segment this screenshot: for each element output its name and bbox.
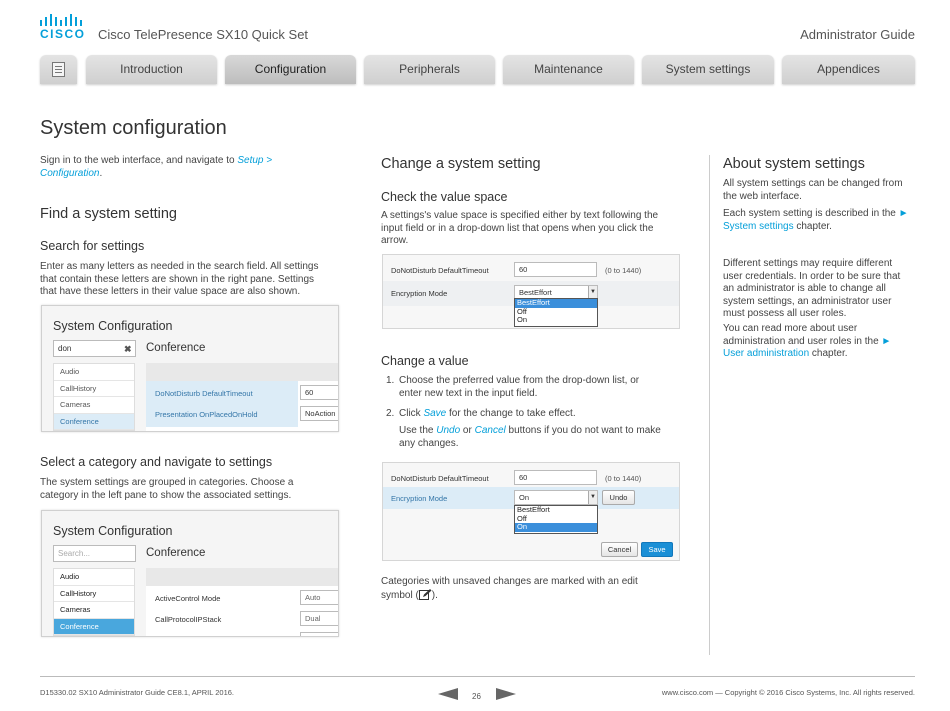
category-item-audio[interactable]: Audio bbox=[54, 364, 134, 381]
search-heading: Search for settings bbox=[40, 239, 145, 253]
cisco-logo-bars-icon bbox=[40, 14, 82, 26]
search-paragraph: Enter as many letters as needed in the search field. All settings that contain these letters are shown in the right pane. Settings that have these letters in their value space are also shown. bbox=[40, 261, 319, 297]
intro-paragraph: Sign in to the web interface, and navigate to Setup > Configuration. bbox=[40, 155, 273, 179]
encryption-select-value: On bbox=[519, 493, 530, 502]
option-off[interactable]: Off bbox=[517, 306, 527, 316]
settings-header-bar bbox=[146, 568, 339, 586]
step-2: 2. Click Save for the change to take effect. bbox=[386, 408, 576, 419]
page-number: 26 bbox=[472, 692, 481, 701]
value-range: (0 to 1440) bbox=[605, 266, 642, 275]
about-paragraph-3: Different settings may require different user credentials. In order to be sure that an administrator is able to change all system settings, an administrator user must possess all user roles. bbox=[723, 258, 901, 319]
category-item-callhistory[interactable]: CallHistory bbox=[54, 586, 134, 603]
settings-header-bar bbox=[146, 363, 339, 381]
dropdown-arrow-icon[interactable]: ▼ bbox=[588, 491, 597, 504]
setting-label-dnd-timeout: DoNotDisturb DefaultTimeout bbox=[391, 474, 489, 483]
option-besteffort[interactable]: BestEffort bbox=[517, 505, 550, 514]
about-paragraph-1: All system settings can be changed from the web interface. bbox=[723, 178, 903, 202]
guide-title: Administrator Guide bbox=[800, 27, 915, 42]
category-item-callhistory[interactable]: CallHistory bbox=[54, 381, 134, 398]
previous-page-icon[interactable] bbox=[438, 688, 458, 700]
footer-document-id: D15330.02 SX10 Administrator Guide CE8.1, APRIL 2016. bbox=[40, 688, 235, 697]
category-item-audio[interactable]: Audio bbox=[54, 569, 134, 586]
edit-icon bbox=[419, 589, 432, 600]
setting-label-dnd-timeout: DoNotDisturb DefaultTimeout bbox=[155, 389, 253, 398]
footer-divider bbox=[40, 676, 915, 677]
tab-introduction[interactable]: Introduction bbox=[86, 55, 217, 84]
undo-button[interactable]: Undo bbox=[602, 490, 635, 505]
setting-input-presentation[interactable]: NoAction bbox=[300, 406, 339, 421]
category-item-conference[interactable]: Conference bbox=[54, 414, 134, 431]
about-paragraph-4: You can read more about user administration and user roles in the ► User administration chapter. bbox=[723, 323, 892, 359]
category-item-conference[interactable]: Conference bbox=[54, 619, 134, 636]
value-range: (0 to 1440) bbox=[605, 474, 642, 483]
column-divider bbox=[709, 155, 710, 655]
save-link: Save bbox=[423, 408, 447, 419]
setting-label-presentation: Presentation OnPlacedOnHold bbox=[155, 410, 258, 419]
category-title: Conference bbox=[146, 547, 206, 559]
setting-input-dnd-timeout[interactable]: 60 bbox=[300, 385, 339, 400]
find-heading: Find a system setting bbox=[40, 206, 177, 222]
setting-input-dnd-timeout[interactable]: 60 bbox=[514, 262, 597, 277]
tab-configuration[interactable]: Configuration bbox=[225, 55, 356, 84]
option-on[interactable]: On bbox=[517, 315, 528, 324]
tab-appendices[interactable]: Appendices bbox=[782, 55, 915, 84]
setting-label-dnd-timeout: DoNotDisturb DefaultTimeout bbox=[391, 266, 489, 275]
page-title: System configuration bbox=[40, 117, 227, 139]
option-off[interactable]: Off bbox=[517, 513, 527, 523]
check-heading: Check the value space bbox=[381, 190, 508, 204]
check-paragraph: A settings's value space is specified either by text following the input field or in a drop-down list that opens when you click the arrow. bbox=[381, 210, 659, 246]
select-paragraph: The system settings are grouped in categories. Choose a category in the left pane to show the associated settings. bbox=[40, 477, 294, 501]
category-item-cameras[interactable]: Cameras bbox=[54, 397, 134, 414]
dropdown-arrow-icon[interactable]: ▼ bbox=[588, 286, 597, 299]
tab-peripherals[interactable]: Peripherals bbox=[364, 55, 495, 84]
footer-copyright: www.cisco.com — Copyright © 2016 Cisco Systems, Inc. All rights reserved. bbox=[661, 688, 915, 697]
search-input[interactable]: Search... bbox=[53, 545, 136, 562]
setting-input-dnd-timeout[interactable]: 60 bbox=[514, 470, 597, 485]
save-button[interactable]: Save bbox=[641, 542, 673, 557]
step-1: 1. Choose the preferred value from the drop-down list, or enter new text in the input field. bbox=[386, 375, 640, 399]
encryption-select[interactable] bbox=[514, 490, 598, 505]
cancel-button[interactable]: Cancel bbox=[601, 542, 638, 557]
settings-row bbox=[383, 257, 679, 282]
unsaved-paragraph: Categories with unsaved changes are marked with an edit symbol ( ). bbox=[381, 576, 638, 601]
setting-input-partial[interactable] bbox=[300, 632, 339, 637]
system-settings-link[interactable]: ► System settings bbox=[723, 208, 909, 232]
document-title: Cisco TelePresence SX10 Quick Set bbox=[98, 27, 309, 42]
setting-label-encryption: Encryption Mode bbox=[391, 289, 448, 298]
setting-input-activecontrol[interactable]: Auto bbox=[300, 590, 339, 605]
screenshot-change-value bbox=[382, 462, 680, 561]
system-configuration-title: System Configuration bbox=[53, 319, 173, 333]
setting-label-callprotocol: CallProtocolIPStack bbox=[155, 615, 222, 624]
change-heading: Change a system setting bbox=[381, 156, 541, 172]
user-administration-link[interactable]: ► User administration bbox=[723, 335, 892, 359]
contents-tab[interactable] bbox=[40, 55, 77, 84]
screenshot-categories bbox=[41, 510, 339, 637]
encryption-options-list bbox=[514, 505, 598, 534]
next-page-icon[interactable] bbox=[496, 688, 516, 700]
tab-maintenance[interactable]: Maintenance bbox=[503, 55, 634, 84]
category-item-cameras[interactable]: Cameras bbox=[54, 602, 134, 619]
option-on[interactable]: On bbox=[515, 523, 597, 532]
setting-label-encryption: Encryption Mode bbox=[391, 494, 448, 503]
about-heading: About system settings bbox=[723, 156, 865, 172]
category-list bbox=[53, 568, 135, 636]
search-input[interactable]: don bbox=[53, 340, 136, 357]
system-configuration-title: System Configuration bbox=[53, 524, 173, 538]
category-title: Conference bbox=[146, 342, 206, 354]
select-heading: Select a category and navigate to settings bbox=[40, 455, 273, 469]
cancel-link: Cancel bbox=[474, 425, 506, 436]
screenshot-search bbox=[41, 305, 339, 432]
document-icon bbox=[52, 62, 65, 77]
tab-system-settings[interactable]: System settings bbox=[642, 55, 774, 84]
option-besteffort[interactable]: BestEffort bbox=[515, 299, 597, 308]
setup-configuration-link[interactable]: Setup > Configuration bbox=[40, 155, 273, 179]
encryption-select-value: BestEffort bbox=[519, 288, 552, 297]
screenshot-value-space bbox=[382, 254, 680, 329]
step-2-note: Use the Undo or Cancel buttons if you do not want to make any changes. bbox=[399, 425, 661, 449]
encryption-options-list bbox=[514, 298, 598, 327]
setting-label-activecontrol: ActiveControl Mode bbox=[155, 594, 221, 603]
category-list bbox=[53, 363, 135, 431]
undo-link: Undo bbox=[436, 425, 461, 436]
change-value-heading: Change a value bbox=[381, 354, 469, 368]
about-paragraph-2: Each system setting is described in the ► System settings chapter. bbox=[723, 208, 909, 232]
setting-input-callprotocol[interactable]: Dual bbox=[300, 611, 339, 626]
clear-search-icon[interactable]: ✖ bbox=[124, 344, 132, 354]
cisco-logo: CISCO bbox=[40, 27, 86, 41]
